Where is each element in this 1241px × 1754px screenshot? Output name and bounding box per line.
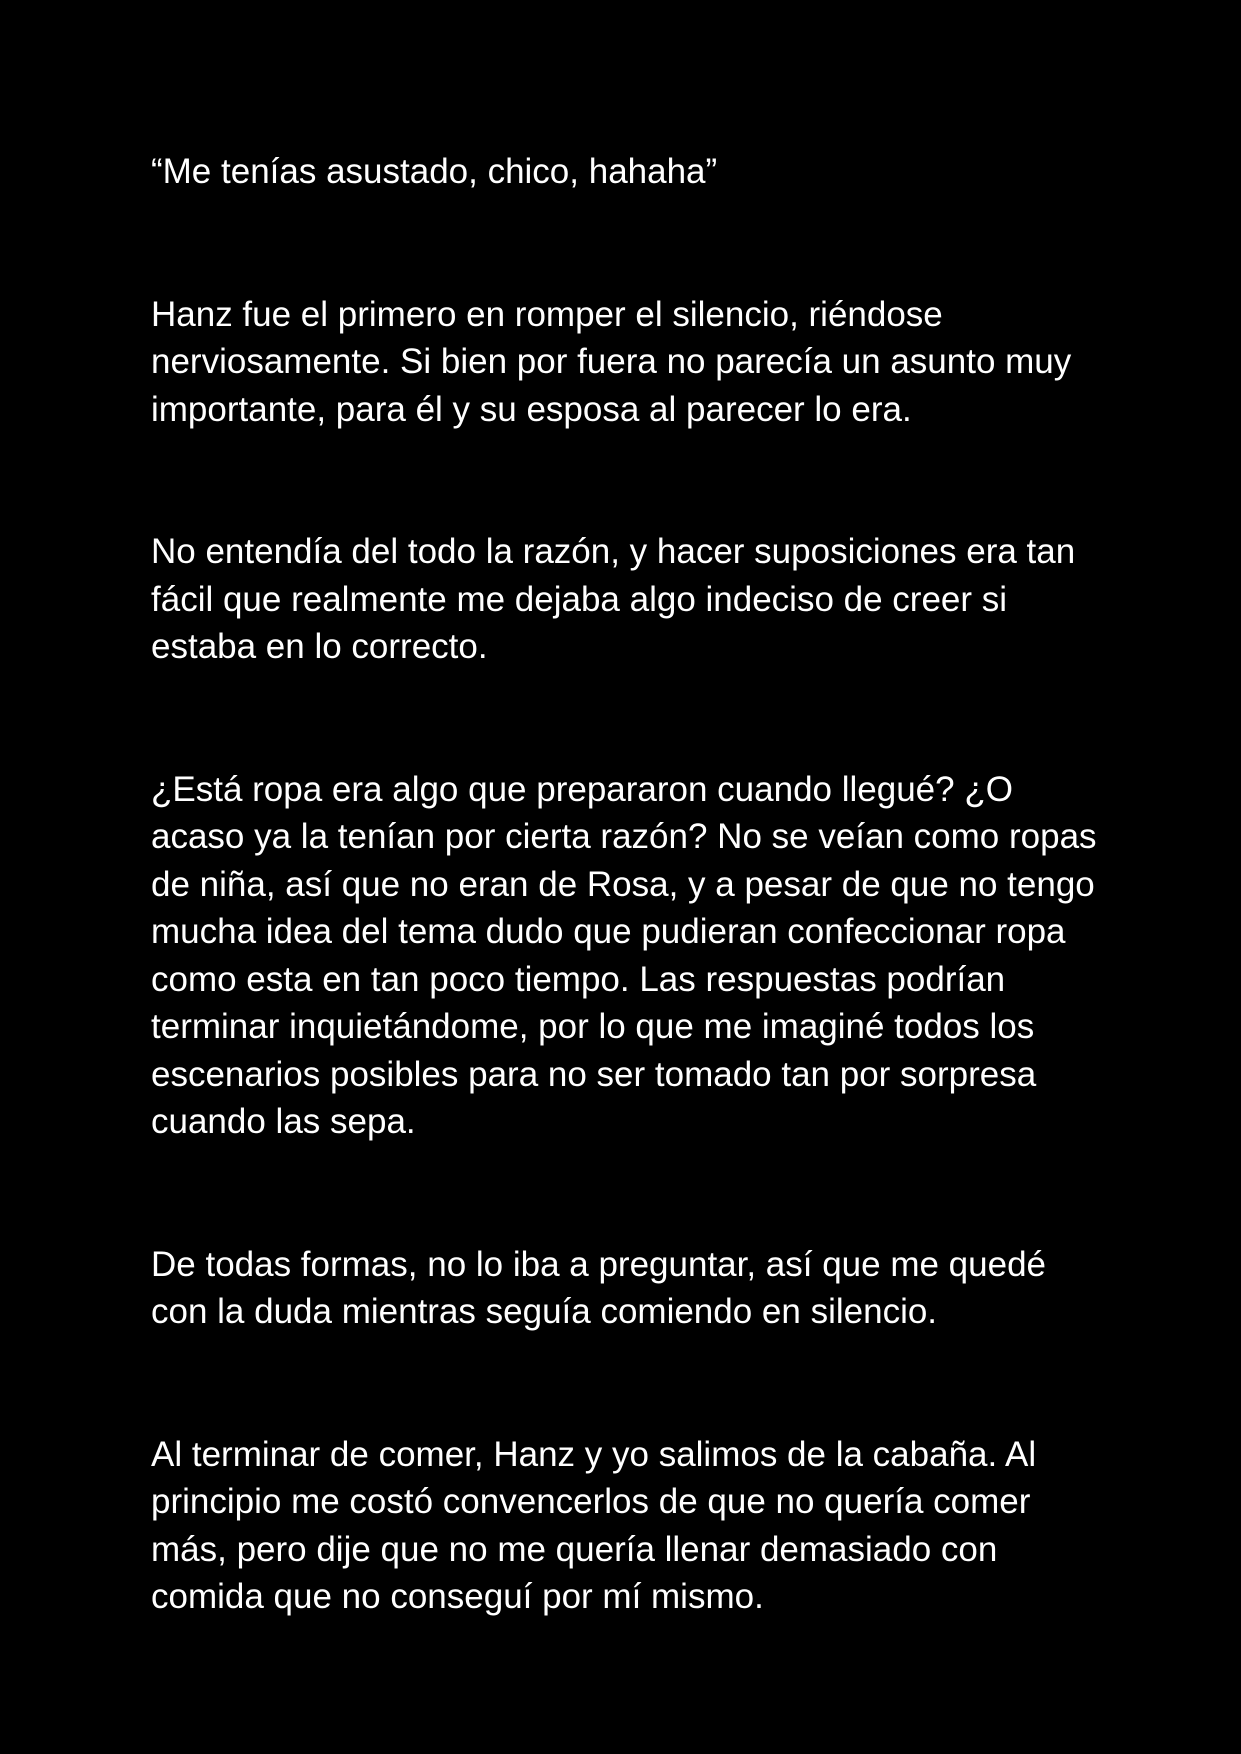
paragraph: ¿Está ropa era algo que prepararon cuando llegué? ¿O acaso ya la tenían por cierta razón? No se veían como ropas de niña, así que no eran de Rosa, y a pesar de que no tengo mucha idea del tema dudo que pudieran confeccionar ropa como esta en tan poco tiempo. Las respuestas podrían terminar inquietándome, por lo que me imaginé todos los escenarios posibles para no ser tomado tan por sorpresa cuando las sepa. [151,769,1097,1141]
paragraph: Hanz fue el primero en romper el silencio, riéndose nerviosamente. Si bien por fuera no parecía un asunto muy importante, para él y su esposa al parecer lo era. [151,294,1072,429]
paragraph-dialogue: “Me tenías asustado, chico, hahaha” [151,152,718,191]
paragraph: Al terminar de comer, Hanz y yo salimos de la cabaña. Al principio me costó convencerlos de que no quería comer más, pero dije que no me quería llenar demasiado con comida que no conseguí por mí mismo. [151,1434,1037,1616]
paragraph: No entendía del todo la razón, y hacer suposiciones era tan fácil que realmente me dejaba algo indeciso de creer si estaba en lo correcto. [151,532,1076,666]
paragraph: De todas formas, no lo iba a preguntar, así que me quedé con la duda mientras seguía comiendo en silencio. [151,1244,1047,1331]
text-column [151,148,1101,1621]
